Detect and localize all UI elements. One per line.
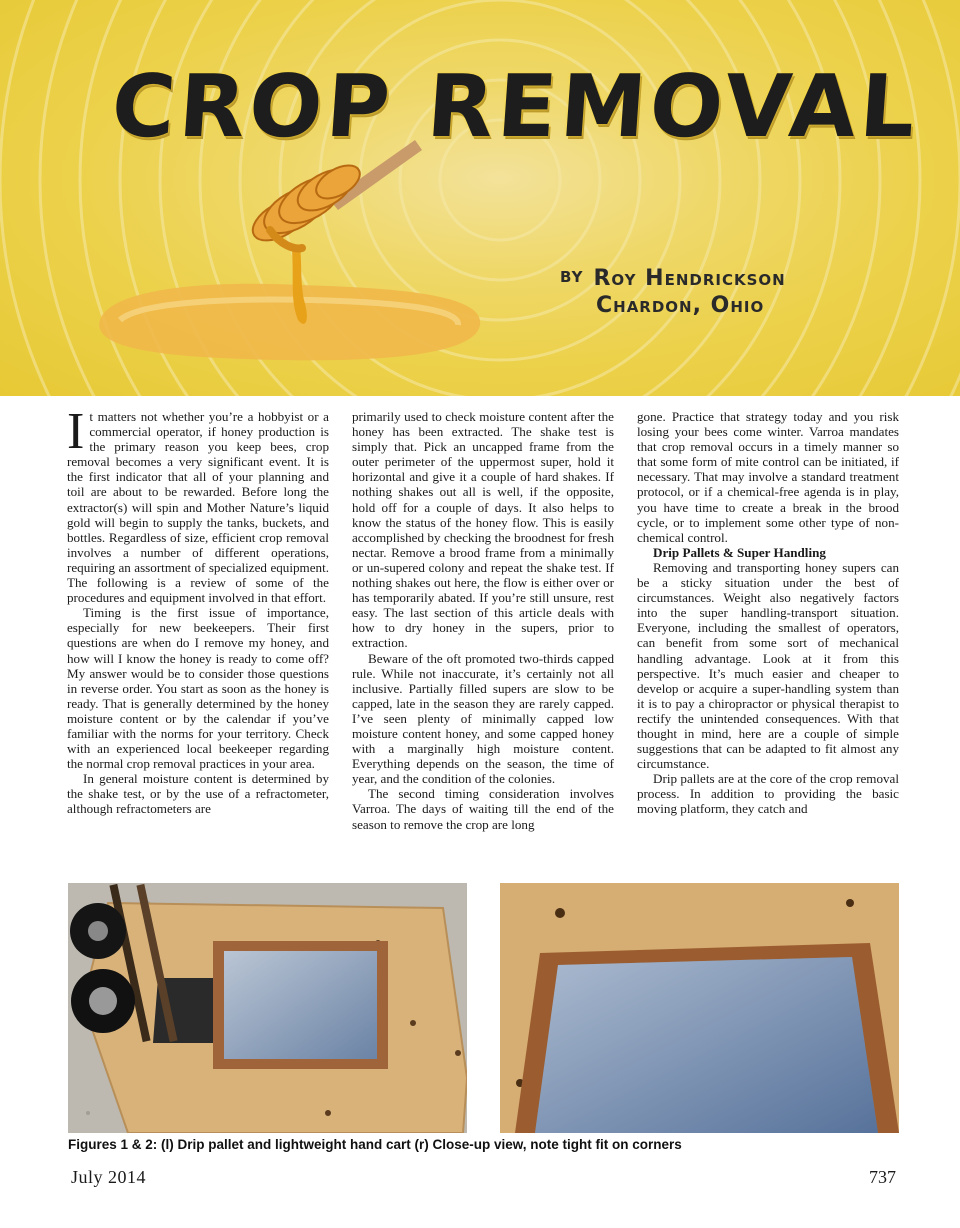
- paragraph: Removing and transporting honey supers can be a sticky situation under the best of circumstances. Weight also negatively factors into the super handling-transport situation. Everyone, including the smallest of operators, can benefit from some sort of mechanical handling advantage. Look at it from this perspective. It’s much easier and cheaper to develop or acquire a super-handling system than it is to pay a chiropractor or physical therapist to rectify the unintended consequences. With that thought in mind, here are a couple of simple suggestions that can be adapted to fit almost any circumstance.: [637, 559, 899, 772]
- byline: [560, 266, 786, 318]
- paragraph: gone. Practice that strategy today and you risk losing your bees come winter. Varroa mandates that crop removal occurs in a timely manner so that some form of mite control can be initiated, if necessary. That may involve a standard treatment protocol, or if a chemical-free agenda is in play, you have time to create a break in the brood cycle, or to implement some other type of non-chemical control.: [637, 409, 899, 545]
- paragraph: Drip pallets are at the core of the crop removal process. In addition to providing the basic moving platform, they catch and: [637, 771, 899, 817]
- author-name: Roy Hendrickson: [593, 266, 786, 291]
- author-location: Chardon, Ohio: [596, 293, 765, 318]
- paragraph: The second timing consideration involves Varroa. The days of waiting till the end of the season to remove the crop are long: [352, 786, 614, 832]
- paragraph: In general moisture content is determined by the shake test, or by the use of a refractometer, although refractometers are: [67, 771, 329, 817]
- article-column-3: [637, 409, 899, 817]
- paragraph-text: t matters not whether you’re a hobbyist or a commercial operator, if honey production is the primary reason you keep bees, crop removal becomes a very significant event. It is the first indicator that all of your planning and toil are about to be rewarded. Before long the extractor(s) will spin and Mother Nature’s liquid gold will begin to supply the tanks, buckets, and bottles. Regardless of size, efficient crop removal involves a number of different operations, requiring an assortment of specialized equipment. The following is a review of some of the procedures and equipment involved in that effort.: [67, 409, 329, 606]
- article-title: CROP REMOVAL: [108, 57, 923, 157]
- section-heading: Drip Pallets & Super Handling: [653, 544, 826, 560]
- byline-by: BY: [560, 268, 584, 286]
- paragraph: Beware of the oft promoted two-thirds capped rule. While not inaccurate, it’s certainly not all inclusive. Partially filled supers are slow to be capped, late in the season they are rarely capped. I’ve seen plenty of minimally capped low moisture content honey, and some capped honey with a marginally high moisture content. Everything depends on the season, the time of year, and the condition of the colonies.: [352, 650, 614, 787]
- paragraph: [67, 403, 329, 606]
- honey-dipper-illustration: [80, 130, 500, 380]
- article-column-1: [67, 403, 329, 817]
- figure-2-photo: [500, 883, 899, 1133]
- figure-1-photo: [68, 883, 467, 1133]
- header-banner: [0, 0, 960, 396]
- page-number: 737: [869, 1167, 896, 1187]
- paragraph: primarily used to check moisture content after the honey has been extracted. The shake test is simply that. Pick an uncapped frame from the outer perimeter of the uppermost super, hold it horizontal and give it a couple of hard shakes. If nothing shakes out all is well, if the opposite, hold off for a couple of days. It also helps to know the status of the honey flow. This is easily accomplished by checking the broodnest for fresh nectar. Remove a brood frame from a minimally or un-supered colony and repeat the shake test. If nothing shakes out here, the flow is either over or has temporarily abated. If you’re still unsure, rest easy. The last section of this article deals with how to dry honey in the supers, prior to extraction.: [352, 409, 614, 651]
- paragraph: Timing is the first issue of importance, especially for new beekeepers. Their first questions are when do I remove my honey, and how will I know the honey is ready to come off? My answer would be to consider those questions in reverse order. You start as soon as the honey is ready. That is generally determined by the honey moisture content or by the calendar if you’ve familiar with the norms for your territory. Check with an experienced local beekeeper regarding the normal crop removal practices in your area.: [67, 605, 329, 772]
- article-column-2: [352, 409, 614, 832]
- drop-cap: I: [67, 403, 85, 460]
- issue-date: July 2014: [71, 1167, 147, 1187]
- figure-caption: Figures 1 & 2: (l) Drip pallet and lightweight hand cart (r) Close-up view, note tight fit on corners: [68, 1137, 682, 1152]
